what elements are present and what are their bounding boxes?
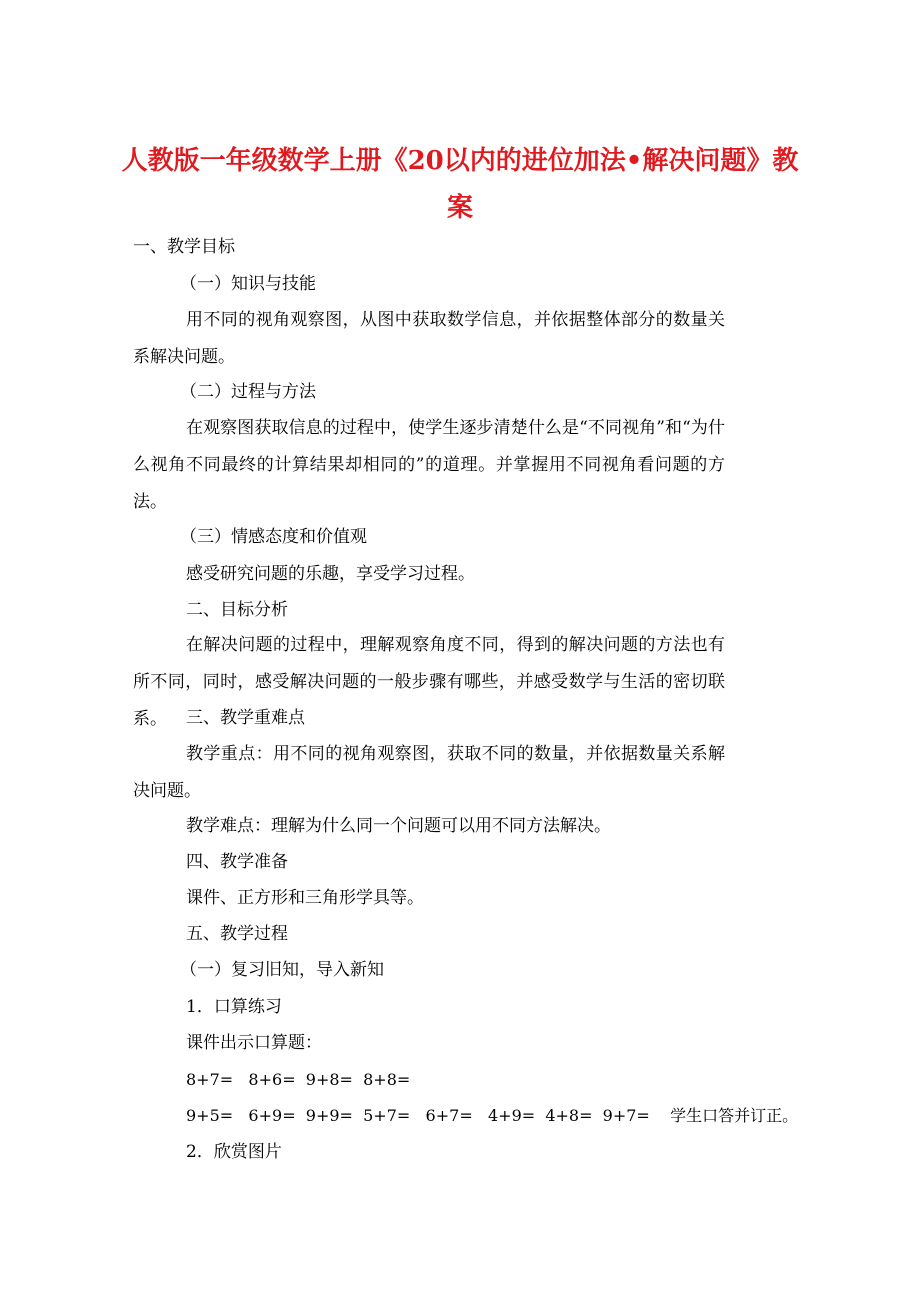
paragraph-key-point: 教学重点：用不同的视角观察图，获取不同的数量，并依据数量关系解决问题。 <box>133 744 725 801</box>
subheading-review: （一）复习旧知，导入新知 <box>180 960 384 980</box>
list-item-oral-calculation: 1．口算练习 <box>186 997 282 1017</box>
subheading-process: （二）过程与方法 <box>180 382 316 402</box>
paragraph-process: 在观察图获取信息的过程中，使学生逐步清楚什么是“不同视角”和“为什么视角不同最终的计算结果却相同的”的道理。并掌握用不同视角看问题的方法。 <box>133 418 725 512</box>
section-heading-process: 五、教学过程 <box>186 924 288 944</box>
list-item-pictures: 2．欣赏图片 <box>186 1142 282 1162</box>
paragraph-courseware: 课件出示口算题： <box>186 1033 322 1053</box>
paragraph-preparation: 课件、正方形和三角形学具等。 <box>186 888 424 908</box>
paragraph-knowledge: 用不同的视角观察图，从图中获取数学信息，并依据整体部分的数量关系解决问题。 <box>133 310 725 367</box>
calculation-row-2: 9+5= 6+9= 9+9= 5+7= 6+7= 4+9= 4+8= 9+7= 学生口答并订正。 <box>186 1106 799 1125</box>
section-heading-analysis: 二、目标分析 <box>186 600 288 620</box>
subheading-attitude: （三）情感态度和价值观 <box>180 527 367 547</box>
calculation-row-1: 8+7= 8+6= 9+8= 8+8= <box>186 1070 411 1089</box>
paragraph-attitude: 感受研究问题的乐趣，享受学习过程。 <box>186 564 475 584</box>
subheading-knowledge: （一）知识与技能 <box>180 274 316 294</box>
paragraph-analysis: 在解决问题的过程中，理解观察角度不同，得到的解决问题的方法也有所不同，同时，感受解决问题的一般步骤有哪些，并感受数学与生活的密切联系。 <box>133 635 725 729</box>
paragraph-difficulty: 教学难点：理解为什么同一个问题可以用不同方法解决。 <box>186 816 611 836</box>
section-heading-objectives: 一、教学目标 <box>133 237 235 257</box>
document-title: 人教版一年级数学上册《20以内的进位加法•解决问题》教案 <box>121 146 799 223</box>
section-heading-preparation: 四、教学准备 <box>186 852 288 872</box>
section-heading-key-points: 三、教学重难点 <box>186 708 305 728</box>
